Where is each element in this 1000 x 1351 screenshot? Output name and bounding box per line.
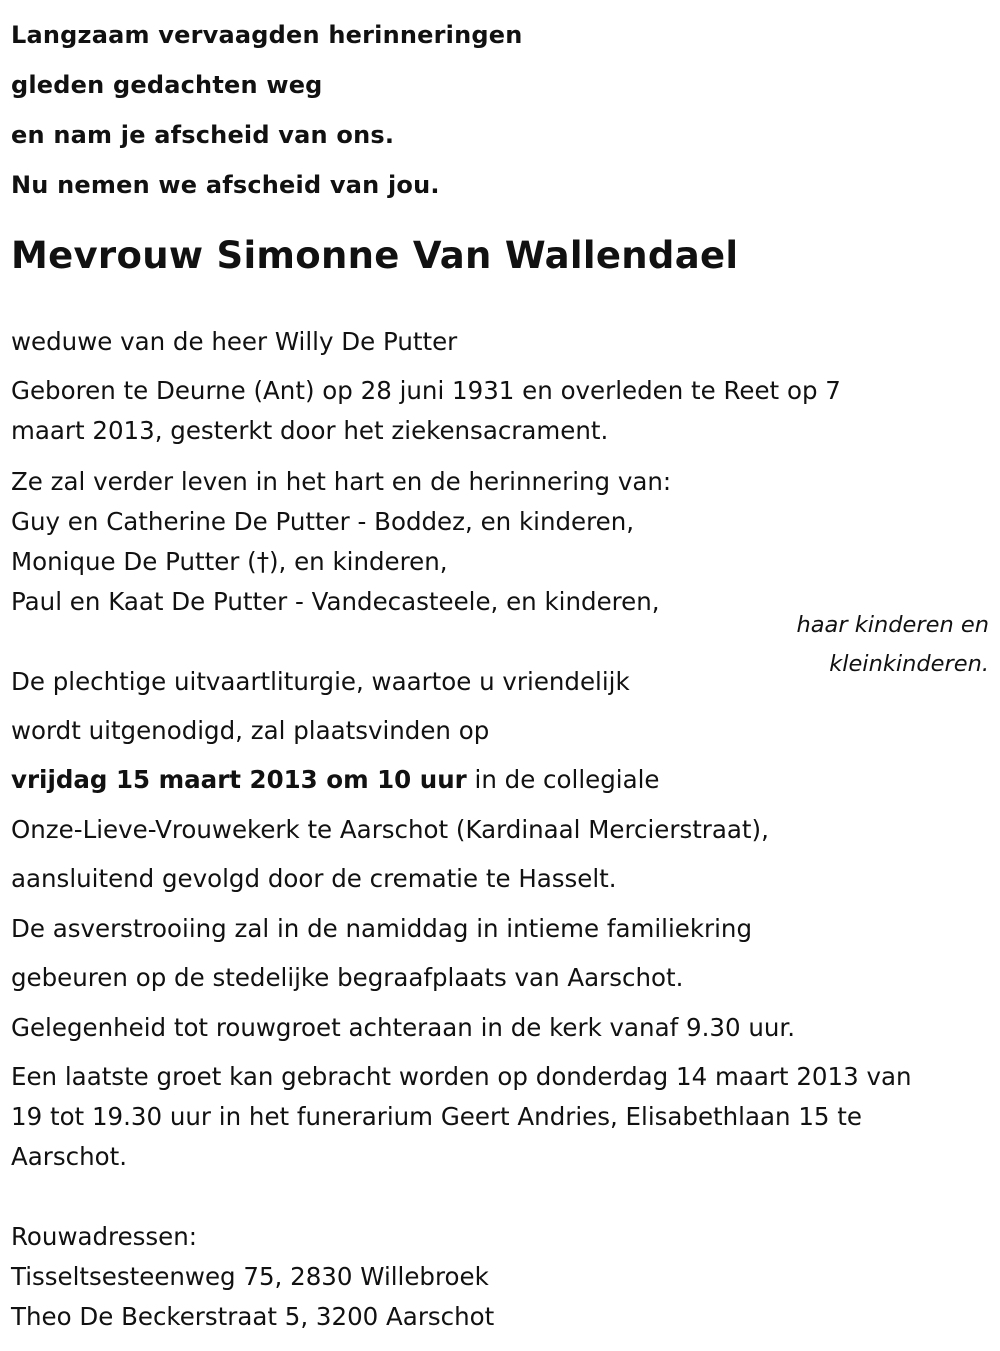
funeral-line: De plechtige uitvaartliturgie, waartoe u vriendelijk xyxy=(11,667,630,696)
signature xyxy=(796,606,989,684)
address: Tisseltsesteenweg 75, 2830 Willebroek xyxy=(11,1262,489,1291)
funeral-line: aansluitend gevolgd door de crematie te Hasselt. xyxy=(11,864,617,893)
address: Theo De Beckerstraat 5, 3200 Aarschot xyxy=(11,1302,495,1331)
last-greeting-line: 19 tot 19.30 uur in het funerarium Geert Andries, Elisabethlaan 15 te xyxy=(11,1102,862,1131)
signature-line: kleinkinderen. xyxy=(829,651,989,677)
poem-line: Langzaam vervaagden herinneringen xyxy=(11,21,523,49)
signature-line: haar kinderen en xyxy=(796,612,989,638)
funeral-line: wordt uitgenodigd, zal plaatsvinden op xyxy=(11,716,490,745)
condolence-info: Gelegenheid tot rouwgroet achteraan in de kerk vanaf 9.30 uur. xyxy=(11,1013,796,1042)
poem-line: en nam je afscheid van ons. xyxy=(11,121,395,149)
last-greeting-line: Een laatste groet kan gebracht worden op donderdag 14 maart 2013 van xyxy=(11,1062,912,1091)
birth-death xyxy=(11,371,841,451)
poem-line: Nu nemen we afscheid van jou. xyxy=(11,171,440,199)
poem xyxy=(11,10,523,210)
family-member: Monique De Putter (†), en kinderen, xyxy=(11,547,448,576)
family-member: Paul en Kaat De Putter - Vandecasteele, en kinderen, xyxy=(11,587,660,616)
funeral-date: vrijdag 15 maart 2013 om 10 uur xyxy=(11,765,467,794)
family-intro: Ze zal verder leven in het hart en de herinnering van: xyxy=(11,467,672,496)
funeral-location-start: in de collegiale xyxy=(466,765,660,794)
family-member: Guy en Catherine De Putter - Boddez, en kinderen, xyxy=(11,507,635,536)
birth-death-line: maart 2013, gesterkt door het ziekensacrament. xyxy=(11,416,609,445)
last-greeting xyxy=(11,1057,912,1177)
birth-death-line: Geboren te Deurne (Ant) op 28 juni 1931 en overleden te Reet op 7 xyxy=(11,376,841,405)
ashes-line: De asverstrooiing zal in de namiddag in intieme familiekring xyxy=(11,914,753,943)
widow-of: weduwe van de heer Willy De Putter xyxy=(11,327,458,356)
addresses-label: Rouwadressen: xyxy=(11,1222,198,1251)
funeral-date-line xyxy=(11,760,659,800)
ashes-line: gebeuren op de stedelijke begraafplaats van Aarschot. xyxy=(11,963,684,992)
funeral-line: Onze-Lieve-Vrouwekerk te Aarschot (Kardinaal Mercierstraat), xyxy=(11,815,769,844)
family-list xyxy=(11,462,671,622)
poem-line: gleden gedachten weg xyxy=(11,71,323,99)
last-greeting-line: Aarschot. xyxy=(11,1142,127,1171)
addresses xyxy=(11,1217,494,1337)
deceased-name: Mevrouw Simonne Van Wallendael xyxy=(11,234,739,277)
